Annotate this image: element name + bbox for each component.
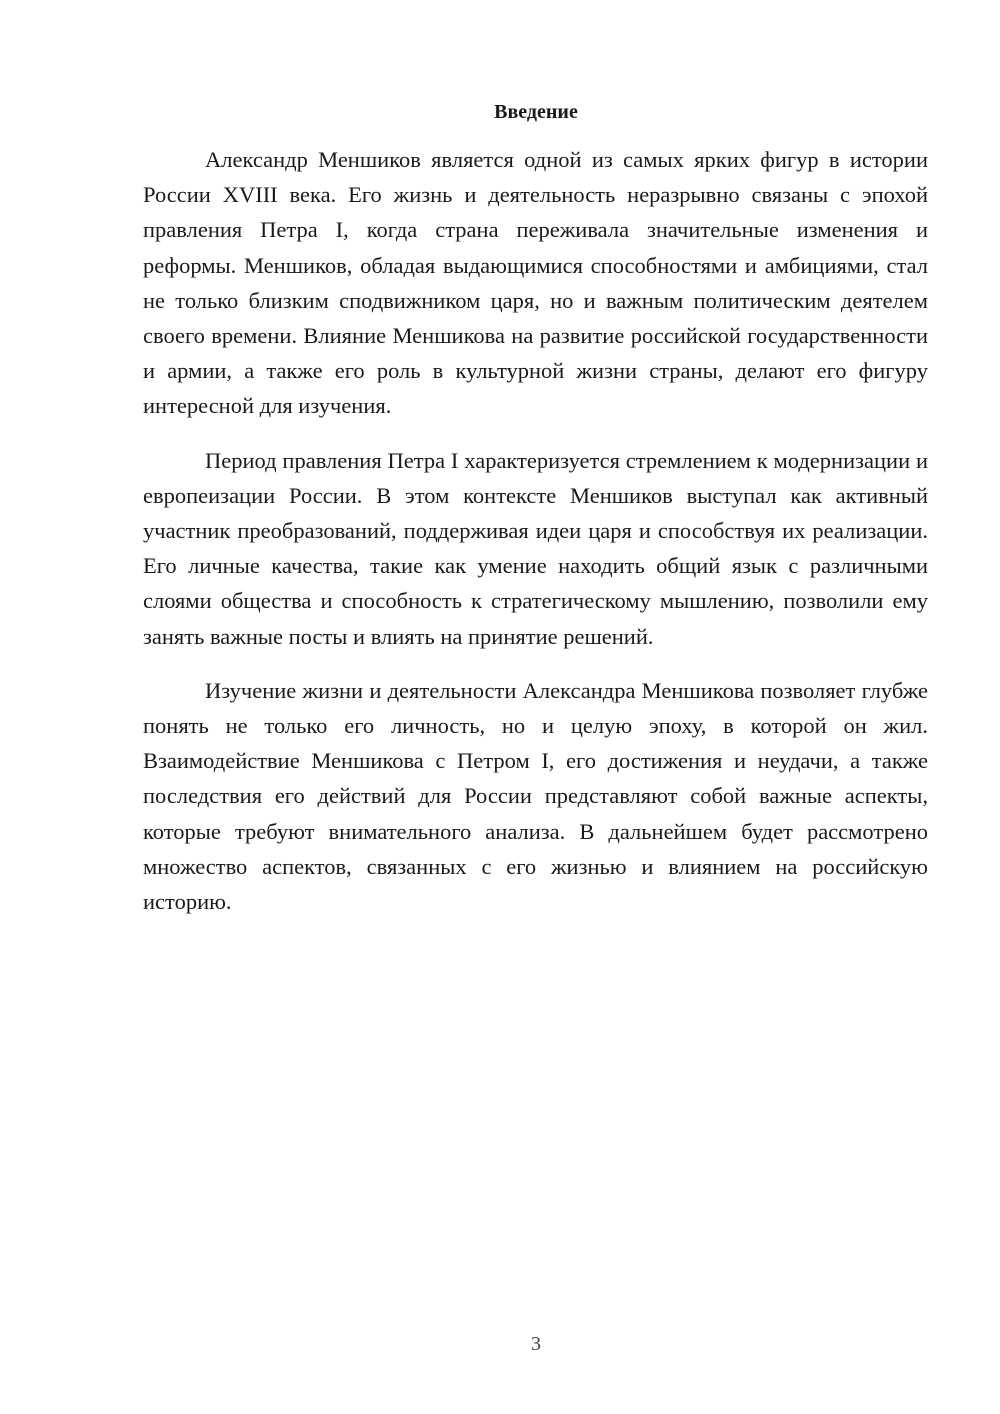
paragraph-2: Период правления Петра I характеризуется стремлением к модернизации и европеизации России. В этом контексте Меншиков выступал как активный участник преобразований, поддерживая идеи царя и способствуя их реализации. Его личные качества, такие как умение находить общий язык с различными слоями общества и способность к стратегическому мышлению, позволили ему занять важные посты и влиять на принятие решений.	[143, 447, 928, 649]
page-number: 3	[531, 1333, 541, 1355]
paragraph-1: Александр Меншиков является одной из самых ярких фигур в истории России XVIII века. Его жизнь и деятельность неразрывно связаны с эпохой правления Петра I, когда страна переживала значительные изменения и реформы. Меншиков, обладая выдающимися способностями и амбициями, стал не только близким сподвижником царя, но и важным политическим деятелем своего времени. Влияние Меншикова на развитие российской государственности и армии, а также его роль в культурной жизни страны, делают его фигуру интересной для изучения.	[143, 147, 928, 419]
page-title: Введение	[494, 101, 578, 123]
body-text	[143, 142, 928, 919]
paragraph-3: Изучение жизни и деятельности Александра Меншикова позволяет глубже понять не только его личность, но и целую эпоху, в которой он жил. Взаимодействие Меншикова с Петром I, его достижения и неудачи, а также последствия его действий для России представляют собой важные аспекты, которые требуют внимательного анализа. В дальнейшем будет рассмотрено множество аспектов, связанных с его жизнью и влиянием на российскую историю.	[143, 677, 928, 915]
